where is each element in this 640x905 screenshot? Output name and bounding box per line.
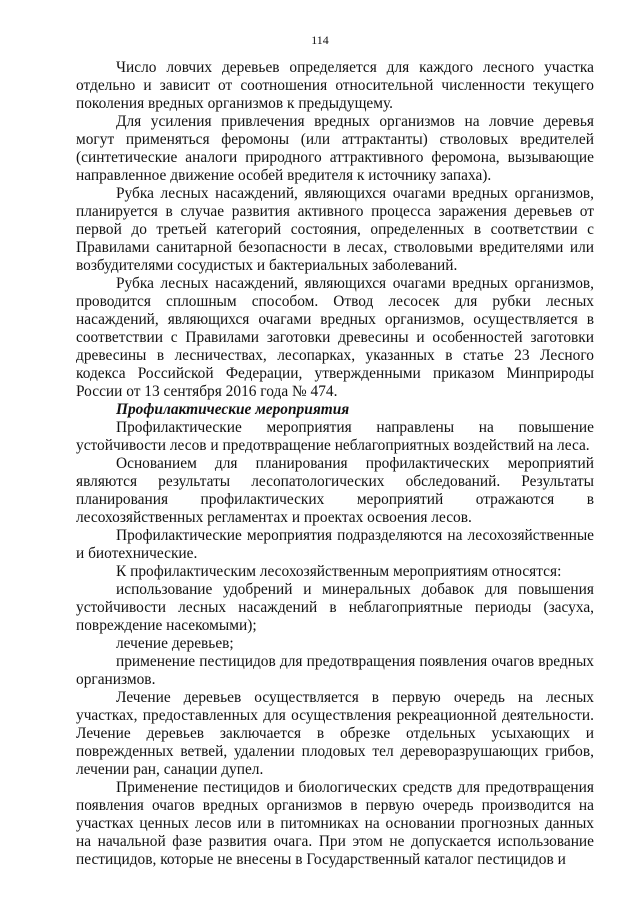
list-item-pesticides: применение пестицидов для предотвращения появления очагов вредных организмов. [76, 653, 594, 688]
paragraph-preventive-types: Профилактические мероприятия подразделяются на лесохозяйственные и биотехнические. [76, 527, 594, 562]
list-item-fertilizers: использование удобрений и минеральных добавок для повышения устойчивости лесных насаждений в неблагоприятные периоды (засуха, повреждение насекомыми); [76, 581, 594, 634]
paragraph-tree-treatment: Лечение деревьев осуществляется в первую очередь на лесных участках, предоставленных для осуществления рекреационной деятельности. Лечение деревьев заключается в обрезке отдельных усыхающих и поврежденных ветвей, удалении плодовых тел дереворазрушающих грибов, лечении ран, санации дупел. [76, 689, 594, 778]
list-item-tree-treatment: лечение деревьев; [116, 635, 234, 652]
paragraph-pheromones: Для усиления привлечения вредных организмов на ловчие деревья могут применяться феромоны (или аттрактанты) стволовых вредителей (синтетические аналоги природного аттрактивного феромона, вызывающие направленное движение особей вредителя к источнику запаха). [76, 113, 594, 184]
document-body [76, 59, 594, 869]
paragraph-trap-trees-count: Число ловчих деревьев определяется для каждого лесного участка отдельно и зависит от соотношения относительной численности текущего поколения вредных организмов к предыдущему. [76, 59, 594, 112]
paragraph-forestry-measures-intro: К профилактическим лесохозяйственным мероприятиям относятся: [116, 563, 562, 580]
paragraph-felling-planning: Рубка лесных насаждений, являющихся очагами вредных организмов, планируется в случае развития активного процесса заражения деревьев от первой до третьей категорий состояния, определенных в соответствии с Правилами санитарной безопасности в лесах, стволовыми вредителями или возбудителями сосудистых и бактериальных заболеваний. [76, 185, 594, 274]
paragraph-pesticide-use: Применение пестицидов и биологических средств для предотвращения появления очагов вредных организмов в первую очередь производится на участках ценных лесов или в питомниках на основании прогнозных данных на начальной фазе развития очага. При этом не допускается использование пестицидов, которые не внесены в Государственный каталог пестицидов и [76, 779, 594, 868]
paragraph-preventive-purpose: Профилактические мероприятия направлены на повышение устойчивости лесов и предотвращение неблагоприятных воздействий на леса. [76, 419, 594, 454]
paragraph-preventive-planning-basis: Основанием для планирования профилактических мероприятий являются результаты лесопатологических обследований. Результаты планирования профилактических мероприятий отражаются в лесохозяйственных регламентах и проектах освоения лесов. [76, 455, 594, 526]
section-heading-preventive-measures: Профилактические мероприятия [116, 401, 350, 418]
paragraph-felling-method: Рубка лесных насаждений, являющихся очагами вредных организмов, проводится сплошным способом. Отвод лесосек для рубки лесных насаждений, являющихся очагами вредных организмов, осуществляется в соответствии с Правилами заготовки древесины и особенностей заготовки древесины в лесничествах, лесопарках, указанных в статье 23 Лесного кодекса Российской Федерации, утвержденными приказом Минприроды России от 13 сентября 2016 года № 474. [76, 275, 594, 400]
page-number: 114 [311, 33, 329, 47]
